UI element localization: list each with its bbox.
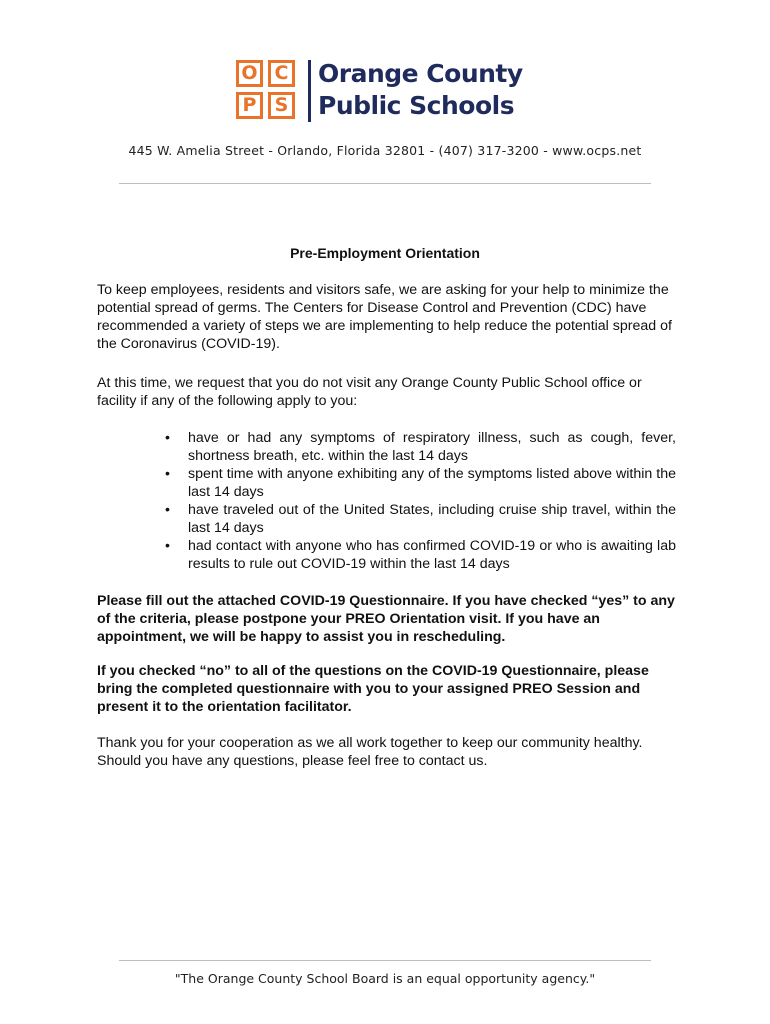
instruction-no-paragraph: If you checked “no” to all of the questions on the COVID-19 Questionnaire, please bring the completed questionnaire with you to your assigned PREO Session and present it to the orientation facilitator.	[97, 663, 649, 715]
list-item	[160, 501, 676, 537]
logo-letter-grid	[236, 60, 298, 122]
header-rule	[119, 183, 651, 184]
logo-letter-o: O	[236, 60, 263, 87]
list-item	[160, 429, 676, 465]
bullet-icon: •	[165, 466, 170, 482]
logo-divider	[308, 60, 311, 122]
logo-wordmark	[318, 58, 523, 122]
ocps-logo	[236, 60, 536, 122]
instruction-yes-paragraph: Please fill out the attached COVID-19 Questionnaire. If you have checked “yes” to any of the criteria, please postpone your PREO Orientation visit. If you have an appointment, we will be happy to assist you in rescheduling.	[97, 593, 675, 645]
closing-paragraph: Thank you for your cooperation as we all work together to keep our community healthy. Should you have any questions, please feel free to contact us.	[97, 735, 643, 769]
bullet-icon: •	[165, 502, 170, 518]
logo-name-line1: Orange County	[318, 59, 523, 88]
footer-rule	[119, 960, 651, 961]
logo-letter-s: S	[268, 92, 295, 119]
letterhead-address: 445 W. Amelia Street - Orlando, Florida 32801 - (407) 317-3200 - www.ocps.net	[128, 143, 642, 158]
criteria-text: had contact with anyone who has confirmed COVID-19 or who is awaiting lab results to rule out COVID-19 within the last 14 days	[188, 538, 676, 572]
logo-name-line2: Public Schools	[318, 91, 515, 120]
criteria-text: have traveled out of the United States, including cruise ship travel, within the last 14 days	[188, 502, 676, 536]
bullet-icon: •	[165, 538, 170, 554]
document-title: Pre-Employment Orientation	[290, 245, 480, 261]
list-item	[160, 465, 676, 501]
logo-letter-c: C	[268, 60, 295, 87]
logo-letter-p: P	[236, 92, 263, 119]
bullet-icon: •	[165, 430, 170, 446]
criteria-text: have or had any symptoms of respiratory illness, such as cough, fever, shortness breath, etc. within the last 14 days	[188, 430, 676, 464]
intro-paragraph: To keep employees, residents and visitors safe, we are asking for your help to minimize the potential spread of germs. The Centers for Disease Control and Prevention (CDC) have recommended a variety of steps we are implementing to help reduce the potential spread of the Coronavirus (COVID-19).	[97, 282, 672, 352]
request-paragraph: At this time, we request that you do not visit any Orange County Public School office or facility if any of the following apply to you:	[97, 375, 642, 409]
footer-statement: "The Orange County School Board is an equal opportunity agency."	[174, 971, 596, 986]
list-item	[160, 537, 676, 573]
criteria-list	[160, 429, 676, 573]
criteria-text: spent time with anyone exhibiting any of the symptoms listed above within the last 14 days	[188, 466, 676, 500]
